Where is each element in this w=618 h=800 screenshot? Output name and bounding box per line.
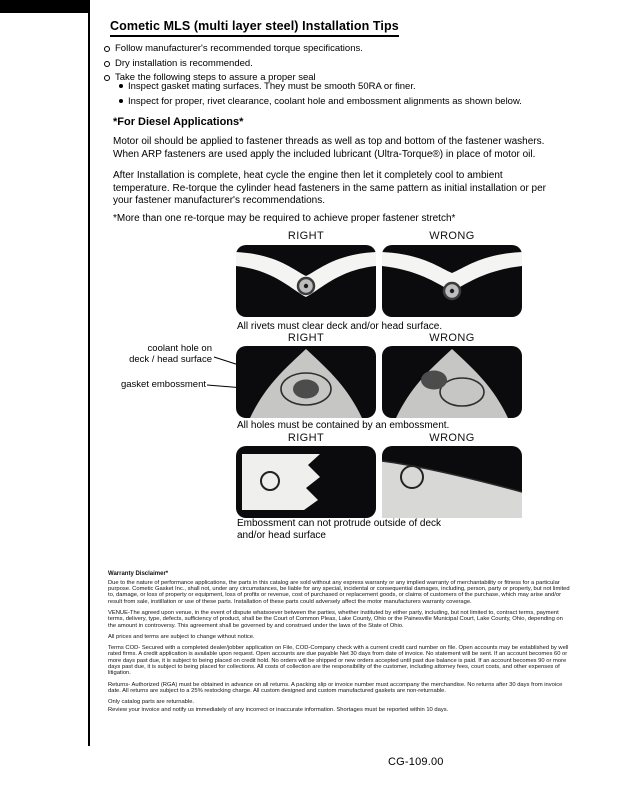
gasket-embossment-annotation: gasket embossment: [120, 379, 206, 390]
sub-bullet-text: Inspect for proper, rivet clearance, coolant hole and embossment alignments as shown below.: [128, 95, 522, 107]
sub-bullet-text: Inspect gasket mating surfaces. They must be smooth 50RA or finer.: [128, 81, 416, 92]
legal-paragraph: All prices and terms are subject to change without notice.: [108, 633, 255, 640]
legal-paragraph: Returns- Authorized (RGA) must be obtained in advance on all returns. A packing slip or invoice number must accompany the merchandise. No returns after 30 days from invoice date. All returns are subject to a 25% restocking charge. All custom designed and custom manufactured gaskets are non-returnable.: [108, 681, 563, 694]
legal-paragraph: Due to the nature of performance applications, the parts in this catalog are sold without any express warranty or any implied warranty of merchantability or fitness for a particular purpose. Cometic Gasket Inc., shall not, under any circumstances, be liable for any special, incidental or consequential damages, including, person, party or property, but not limited to, damage, or loss of property or equipment, loss of profits or revenue, cost of purchased or replacement goods, or claims of customers of the purchase, which may arise and/or result from sale, instillation or use of these parts. Installation of these parts could adversely affect the motor manufacturers warranty coverage.: [108, 579, 570, 605]
rivet-caption: All rivets must clear deck and/or head surface.: [237, 321, 443, 332]
rivet-clearance-right-diagram: [236, 245, 376, 317]
coolant-hole-annotation: [96, 343, 212, 365]
page-left-rule: [88, 0, 90, 746]
warranty-disclaimer-heading: Warranty Disclaimer*: [108, 571, 169, 577]
embossment-protrude-right-diagram: [236, 446, 376, 518]
retorque-note: *More than one re-torque may be required to achieve proper fastener stretch*: [113, 213, 456, 224]
bullet-item: [104, 43, 363, 54]
tips-sub-bullet-list: [119, 81, 522, 110]
legal-section: [108, 571, 571, 718]
wrong-label-row3: WRONG: [429, 432, 475, 444]
right-label-row2: RIGHT: [287, 332, 325, 344]
tips-bullet-list: [104, 43, 363, 87]
embossment-contain-caption: All holes must be contained by an embossment.: [237, 420, 450, 431]
coolant-hole-wrong-diagram: [382, 346, 522, 418]
motor-oil-paragraph: Motor oil should be applied to fastener threads as well as top and bottom of the fastener washers. When ARP fasteners are used apply the included lubricant (Ultra-Torque®) in place of motor oil.: [113, 136, 545, 160]
open-bullet-icon: [104, 75, 110, 81]
bullet-text: Follow manufacturer's recommended torque specifications.: [115, 43, 363, 54]
rivet-clearance-wrong-diagram: [382, 245, 522, 317]
legal-paragraph: Review your invoice and notify us immediately of any incorrect or inaccurate information. Shortages must be reported within 10 days.: [108, 706, 449, 713]
diesel-applications-heading: *For Diesel Applications*: [113, 116, 244, 128]
sub-bullet-item: [119, 96, 522, 107]
open-bullet-icon: [104, 46, 110, 52]
bullet-text: Dry installation is recommended.: [115, 57, 253, 69]
coolant-hole-annotation-line2: deck / head surface: [129, 354, 212, 365]
wrong-label-row1: WRONG: [429, 230, 475, 242]
embossment-protrude-caption: Embossment can not protrude outside of deck and/or head surface: [237, 518, 442, 541]
coolant-hole-right-diagram: [236, 346, 376, 418]
bullet-item: [104, 58, 363, 69]
wrong-label-row2: WRONG: [429, 332, 475, 344]
embossment-protrude-wrong-diagram: [382, 446, 522, 518]
page-title: Cometic MLS (multi layer steel) Installation Tips: [110, 19, 399, 37]
right-label-row3: RIGHT: [287, 432, 325, 444]
document-number: CG-109.00: [388, 756, 444, 768]
bullet-text: Take the following steps to assure a proper seal: [115, 72, 316, 83]
filled-bullet-icon: [119, 84, 123, 88]
open-bullet-icon: [104, 61, 110, 67]
filled-bullet-icon: [119, 99, 123, 103]
legal-paragraph: VENUE-The agreed upon venue, in the event of dispute whatsoever between the parties, whether instituted by either party, including, but not limited to, contract terms, payment terms, delivery, type, defects, sufficiency of product, shall be the Court of Common Pleas, Lake County, Ohio or the Painesville Municipal Court, Lake County, Ohio, depending on the amount in controversy. This agreement shall be governed by and construed under the laws of the State of Ohio.: [108, 609, 563, 629]
legal-paragraph: Only catalog parts are returnable.: [108, 699, 195, 706]
legal-paragraph: Terms COD- Secured with a completed dealer/jobber application on File, COD-Company check with a current credit card number on file. Open accounts may be established by well rated firms. A credit application is available upon request. Open accounts are due payable Net 30 days from date of invoice. No statement will be sent. If an account becomes 60 or more days past due, it is subject to being placed on credit hold. No orders will be shipped or new orders accepted until past due balance is paid. If an account becomes 90 or more days past due, it is subject to being placed for collections. All costs of collection are the responsibility of the customer, including attorney fees, court costs, and other expenses of litigation.: [108, 645, 569, 677]
sub-bullet-item: [119, 81, 522, 92]
page-edge-bar: [0, 0, 88, 13]
right-label-row1: RIGHT: [287, 230, 325, 242]
coolant-hole-annotation-line1: coolant hole on: [147, 343, 212, 354]
heat-cycle-paragraph: After Installation is complete, heat cycle the engine then let it completely cool to ambient temperature. Re-torque the cylinder head fasteners in the same pattern as initial installation or per your fastener manufacturer's recommendations.: [113, 170, 547, 206]
